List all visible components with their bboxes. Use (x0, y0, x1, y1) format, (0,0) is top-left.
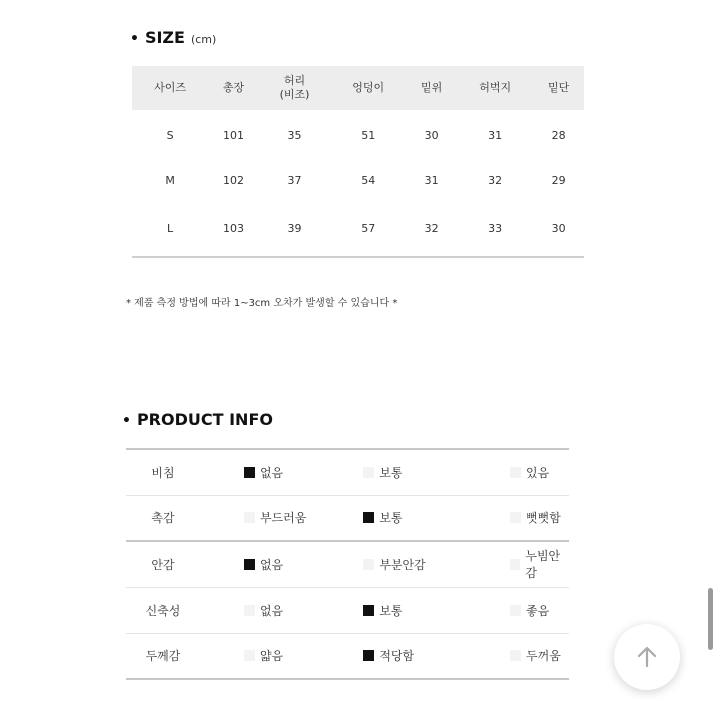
checked-square-icon (363, 605, 374, 616)
info-row (126, 541, 569, 587)
size-note: * 제품 측정 방법에 따라 1~3cm 오차가 발생할 수 있습니다 * (126, 298, 398, 309)
header-size: 사이즈 (132, 66, 208, 110)
option-text: 두꺼움 (526, 649, 561, 664)
unchecked-square-icon (363, 467, 374, 478)
info-option (466, 541, 569, 587)
info-option (200, 495, 319, 541)
table-cell: 30 (424, 128, 439, 142)
table-cell: 35 (287, 128, 302, 142)
option-text: 보통 (379, 465, 403, 480)
table-cell: S (166, 128, 174, 142)
option-text: 좋음 (526, 603, 550, 618)
option-text: 보통 (379, 603, 403, 618)
info-option (319, 449, 466, 495)
unchecked-square-icon (244, 512, 255, 523)
product-info-title (122, 410, 273, 429)
arrow-up-icon (634, 644, 660, 670)
table-cell: L (132, 200, 208, 257)
info-option (319, 633, 466, 679)
info-label: 신축성 (126, 587, 200, 633)
option-text: 보통 (379, 511, 403, 526)
info-row (126, 633, 569, 679)
option-text: 부드러움 (259, 511, 307, 526)
size-unit: (cm) (190, 33, 217, 46)
table-row (132, 160, 584, 200)
option-text: 없음 (259, 557, 284, 572)
option-text: 있음 (526, 465, 550, 480)
header-hip: 엉덩이 (330, 66, 406, 110)
bullet: • (130, 31, 139, 47)
unchecked-square-icon (510, 512, 521, 523)
table-cell: 57 (330, 200, 406, 257)
table-cell: 51 (361, 128, 376, 142)
table-cell: 29 (551, 173, 566, 187)
header-thigh: 허벅지 (457, 66, 533, 110)
checked-square-icon (363, 650, 374, 661)
table-cell: 32 (488, 173, 503, 187)
option-text: 없음 (259, 465, 284, 480)
info-label: 비침 (126, 449, 200, 495)
scrollbar-thumb[interactable] (708, 588, 713, 650)
option-text: 적당함 (379, 649, 415, 664)
table-cell: 54 (361, 173, 376, 187)
unchecked-square-icon (510, 467, 521, 478)
unchecked-square-icon (244, 605, 255, 616)
product-info-table (126, 448, 569, 680)
table-cell: 33 (457, 200, 533, 257)
info-row (126, 495, 569, 541)
option-text: 누빔안감 (525, 549, 561, 581)
header-waist: 허리 (비조) (259, 66, 330, 110)
info-option (466, 633, 569, 679)
info-option (466, 587, 569, 633)
info-option (319, 495, 466, 541)
option-text: 얇음 (259, 649, 284, 664)
size-section-title (130, 28, 216, 47)
unchecked-square-icon (510, 650, 521, 661)
table-cell: 32 (406, 200, 457, 257)
table-cell: 37 (287, 173, 302, 187)
table-cell: 102 (223, 173, 245, 187)
info-row (126, 587, 569, 633)
size-table (132, 66, 584, 258)
unchecked-square-icon (510, 559, 520, 570)
size-title-text: SIZE (144, 28, 185, 47)
checked-square-icon (244, 559, 255, 570)
info-option (200, 587, 319, 633)
unchecked-square-icon (244, 650, 255, 661)
info-option (319, 587, 466, 633)
header-length: 총장 (208, 66, 259, 110)
table-row (132, 110, 584, 160)
table-cell: 30 (533, 200, 584, 257)
table-cell: 28 (551, 128, 566, 142)
table-cell: 103 (208, 200, 259, 257)
product-info-title-text: PRODUCT INFO (136, 410, 273, 429)
header-rise: 밑위 (406, 66, 457, 110)
header-hem: 밑단 (533, 66, 584, 110)
table-cell: 39 (259, 200, 330, 257)
option-text: 부분안감 (379, 557, 426, 572)
info-option (200, 541, 319, 587)
table-cell: 31 (424, 173, 439, 187)
size-table-header-row (132, 66, 584, 110)
info-option (319, 541, 466, 587)
checked-square-icon (244, 467, 255, 478)
table-row (132, 200, 584, 257)
option-text: 뻣뻣함 (526, 511, 561, 526)
info-option (466, 449, 569, 495)
info-option (200, 449, 319, 495)
info-label: 촉감 (126, 495, 200, 541)
scroll-top-button[interactable] (614, 624, 680, 690)
option-text: 없음 (259, 603, 284, 618)
info-label: 두께감 (126, 633, 200, 679)
checked-square-icon (363, 512, 374, 523)
table-cell: M (165, 173, 175, 187)
info-option (466, 495, 569, 541)
table-cell: 31 (488, 128, 503, 142)
unchecked-square-icon (363, 559, 374, 570)
info-option (200, 633, 319, 679)
unchecked-square-icon (510, 605, 521, 616)
bullet: • (122, 413, 131, 429)
info-label: 안감 (126, 541, 200, 587)
table-cell: 101 (223, 128, 245, 142)
info-row (126, 449, 569, 495)
